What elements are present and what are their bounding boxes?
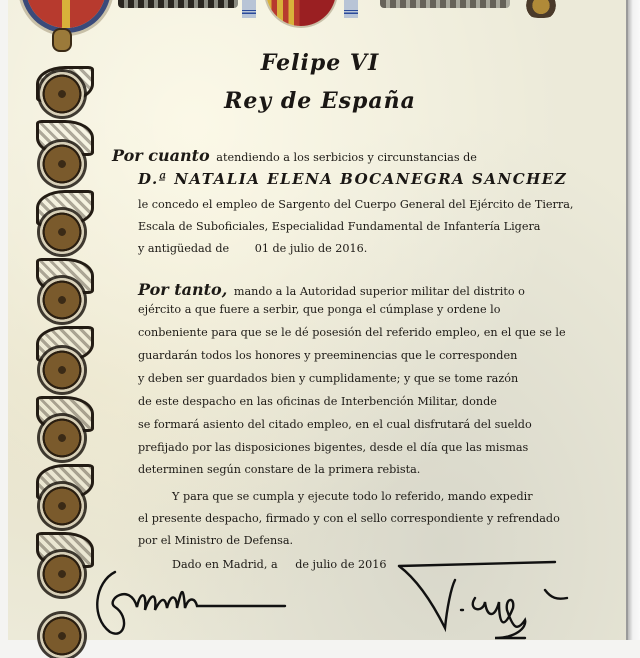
order-line: prefijado por las disposiciones bigentes, desde el día que las mismas [138,441,529,454]
roundel-ornament [40,210,84,254]
recital-intro-line [112,146,477,165]
recital-line: Escala de Suboficiales, Especialidad Fundamental de Infantería Ligera [138,220,541,233]
order-first-line [138,280,525,299]
recital-intro: atendiendo a los serbicios y circunstancias de [216,151,477,164]
ornamental-border [34,58,92,640]
roundel-ornament [40,416,84,460]
document-title: Felipe VI [260,50,380,76]
seniority-label: y antigüedad de [138,242,230,255]
recital-line: le concedo el empleo de Sargento del Cuerpo General del Ejército de Tierra, [138,198,574,211]
given-date: de julio de 2016 [295,558,387,571]
pillar-of-hercules-left [242,0,256,18]
roundel-ornament [40,552,84,596]
crest-pendant-ornament [54,30,70,50]
royal-signature [395,558,575,640]
top-frieze-ornament-right [380,0,510,8]
recipient-name: D.ª NATALIA ELENA BOCANEGRA SANCHEZ [138,170,568,188]
order-line: mando a la Autoridad superior militar del distrito o [233,285,525,298]
order-line: conbeniente para que se le dé posesión del referido empleo, en el que se le [138,326,566,339]
roundel-ornament [40,484,84,528]
execution-line: Y para que se cumpla y ejecute todo lo referido, mando expedir [172,490,533,503]
given-at-label: Dado en Madrid, a [172,558,278,571]
order-line: ejército a que fuere a serbir, que ponga el cúmplase y ordene lo [138,303,501,316]
document-subtitle: Rey de España [224,88,416,114]
seniority-line [138,242,367,255]
order-lead: Por tanto, [138,280,228,299]
order-line: de este despacho en las oficinas de Interbención Militar, donde [138,395,497,408]
order-line: guardarán todos los honores y preeminencias que le corresponden [138,349,518,362]
execution-line: el presente despacho, firmado y con el sello correspondiente y refrendado [138,512,560,525]
execution-line: por el Ministro de Defensa. [138,534,294,547]
roundel-ornament [40,614,84,658]
pillar-of-hercules-right [344,0,358,18]
minister-signature [85,562,295,642]
order-line: se formará asiento del citado empleo, en el cual disfrutará del sueldo [138,418,532,431]
roundel-ornament [40,142,84,186]
top-frieze-ornament [118,0,238,8]
seniority-date: 01 de julio de 2016. [254,242,368,255]
order-line: y deben ser guardados bien y cumplidamente; y que se tome razón [138,372,519,385]
roundel-ornament [40,348,84,392]
recital-lead: Por cuanto [112,146,210,165]
roundel-ornament [40,278,84,322]
order-line: determinen según constare de la primera rebista. [138,463,421,476]
